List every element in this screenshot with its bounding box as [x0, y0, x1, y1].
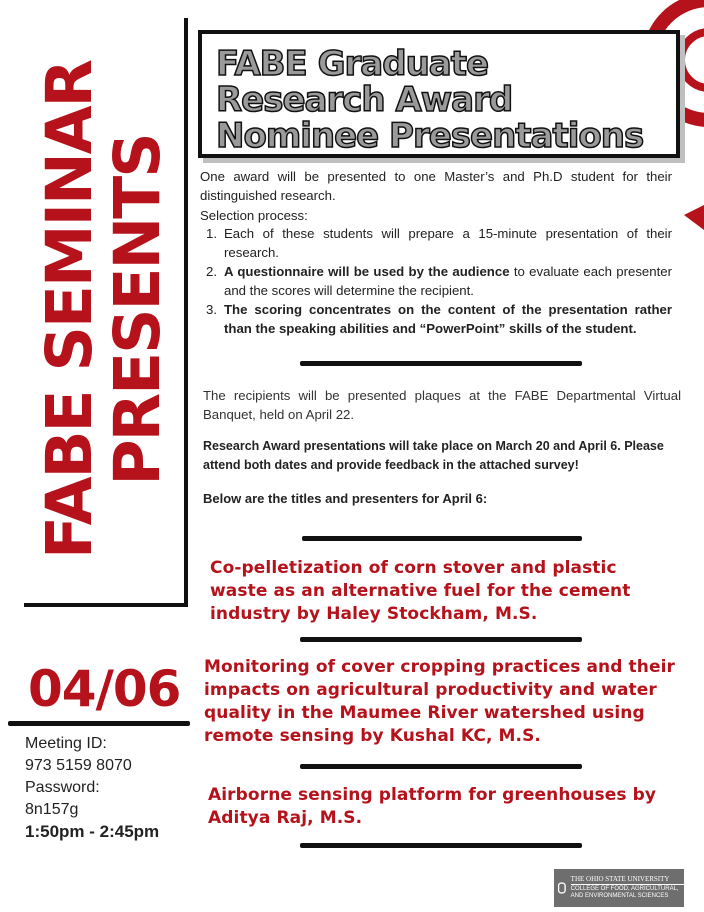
divider: [300, 361, 582, 366]
meeting-id-value: 973 5159 8070: [25, 757, 132, 774]
dates-notice: Research Award presentations will take place on March 20 and April 6. Please attend both dates and provide feedback in the attached survey!: [203, 439, 664, 472]
step-bold-text: A questionnaire will be used by the audience: [224, 264, 510, 279]
banner-heading: [33, 18, 174, 605]
step-bold-text: The scoring concentrates on the content of the presentation rather than the speaking abilities and “PowerPoint” skills of the student.: [224, 302, 672, 336]
college-name: COLLEGE OF FOOD, AGRICULTURAL, AND ENVIRONMENTAL SCIENCES: [570, 886, 679, 899]
talks-heading: Below are the titles and presenters for April 6:: [203, 491, 488, 506]
banner-line-2: PRESENTS: [101, 134, 174, 486]
seminar-banner: [24, 18, 188, 607]
talk-1-title: Co-pelletization of corn stover and plastic waste as an alternative fuel for the cement industry by Haley Stockham, M.S.: [210, 558, 631, 624]
list-item: [206, 300, 672, 338]
banner-line-1: FABE SEMINAR: [33, 60, 106, 560]
presentation-date: 04/06: [28, 660, 181, 718]
title-line-3: Nominee Presentations: [216, 116, 644, 156]
divider: [300, 843, 582, 848]
meeting-id-label: Meeting ID:: [25, 735, 107, 752]
meeting-info: [25, 733, 159, 843]
talk-2-title: Monitoring of cover cropping practices and their impacts on agricultural productivity and water quality in the Maumee River watershed using remote sensing by Kushal KC, M.S.: [204, 657, 676, 746]
divider: [300, 764, 582, 769]
meeting-time: 1:50pm - 2:45pm: [25, 822, 160, 841]
step-number: 3.: [206, 302, 217, 317]
step-text: to evaluate each presenter and the scores will determine the recipient.: [224, 264, 672, 298]
block-o-icon: [558, 878, 566, 898]
talk-3-title: Airborne sensing platform for greenhouses by Aditya Raj, M.S.: [208, 785, 657, 828]
title-line-2: Research Award: [216, 80, 513, 120]
step-number: 2.: [206, 264, 217, 279]
divider: [302, 536, 582, 541]
intro-paragraph: One award will be presented to one Master’s and Ph.D student for their distinguished research.: [200, 169, 672, 203]
university-name: THE OHIO STATE UNIVERSITY: [571, 876, 684, 885]
page-title: [216, 46, 643, 154]
password-label: Password:: [25, 779, 100, 796]
selection-steps: [206, 224, 672, 338]
selection-label: Selection process:: [200, 208, 308, 223]
title-line-1: FABE Graduate: [216, 44, 489, 84]
divider: [8, 721, 190, 726]
list-item: [206, 262, 672, 300]
step-number: 1.: [206, 226, 217, 241]
title-box: [198, 30, 680, 158]
osu-logo: [554, 869, 684, 907]
list-item: [206, 224, 672, 262]
divider: [300, 637, 582, 642]
password-value: 8n157g: [25, 801, 79, 818]
step-text: Each of these students will prepare a 15-minute presentation of their research.: [224, 226, 672, 260]
banquet-paragraph: The recipients will be presented plaques at the FABE Departmental Virtual Banquet, held on April 22.: [203, 388, 681, 422]
